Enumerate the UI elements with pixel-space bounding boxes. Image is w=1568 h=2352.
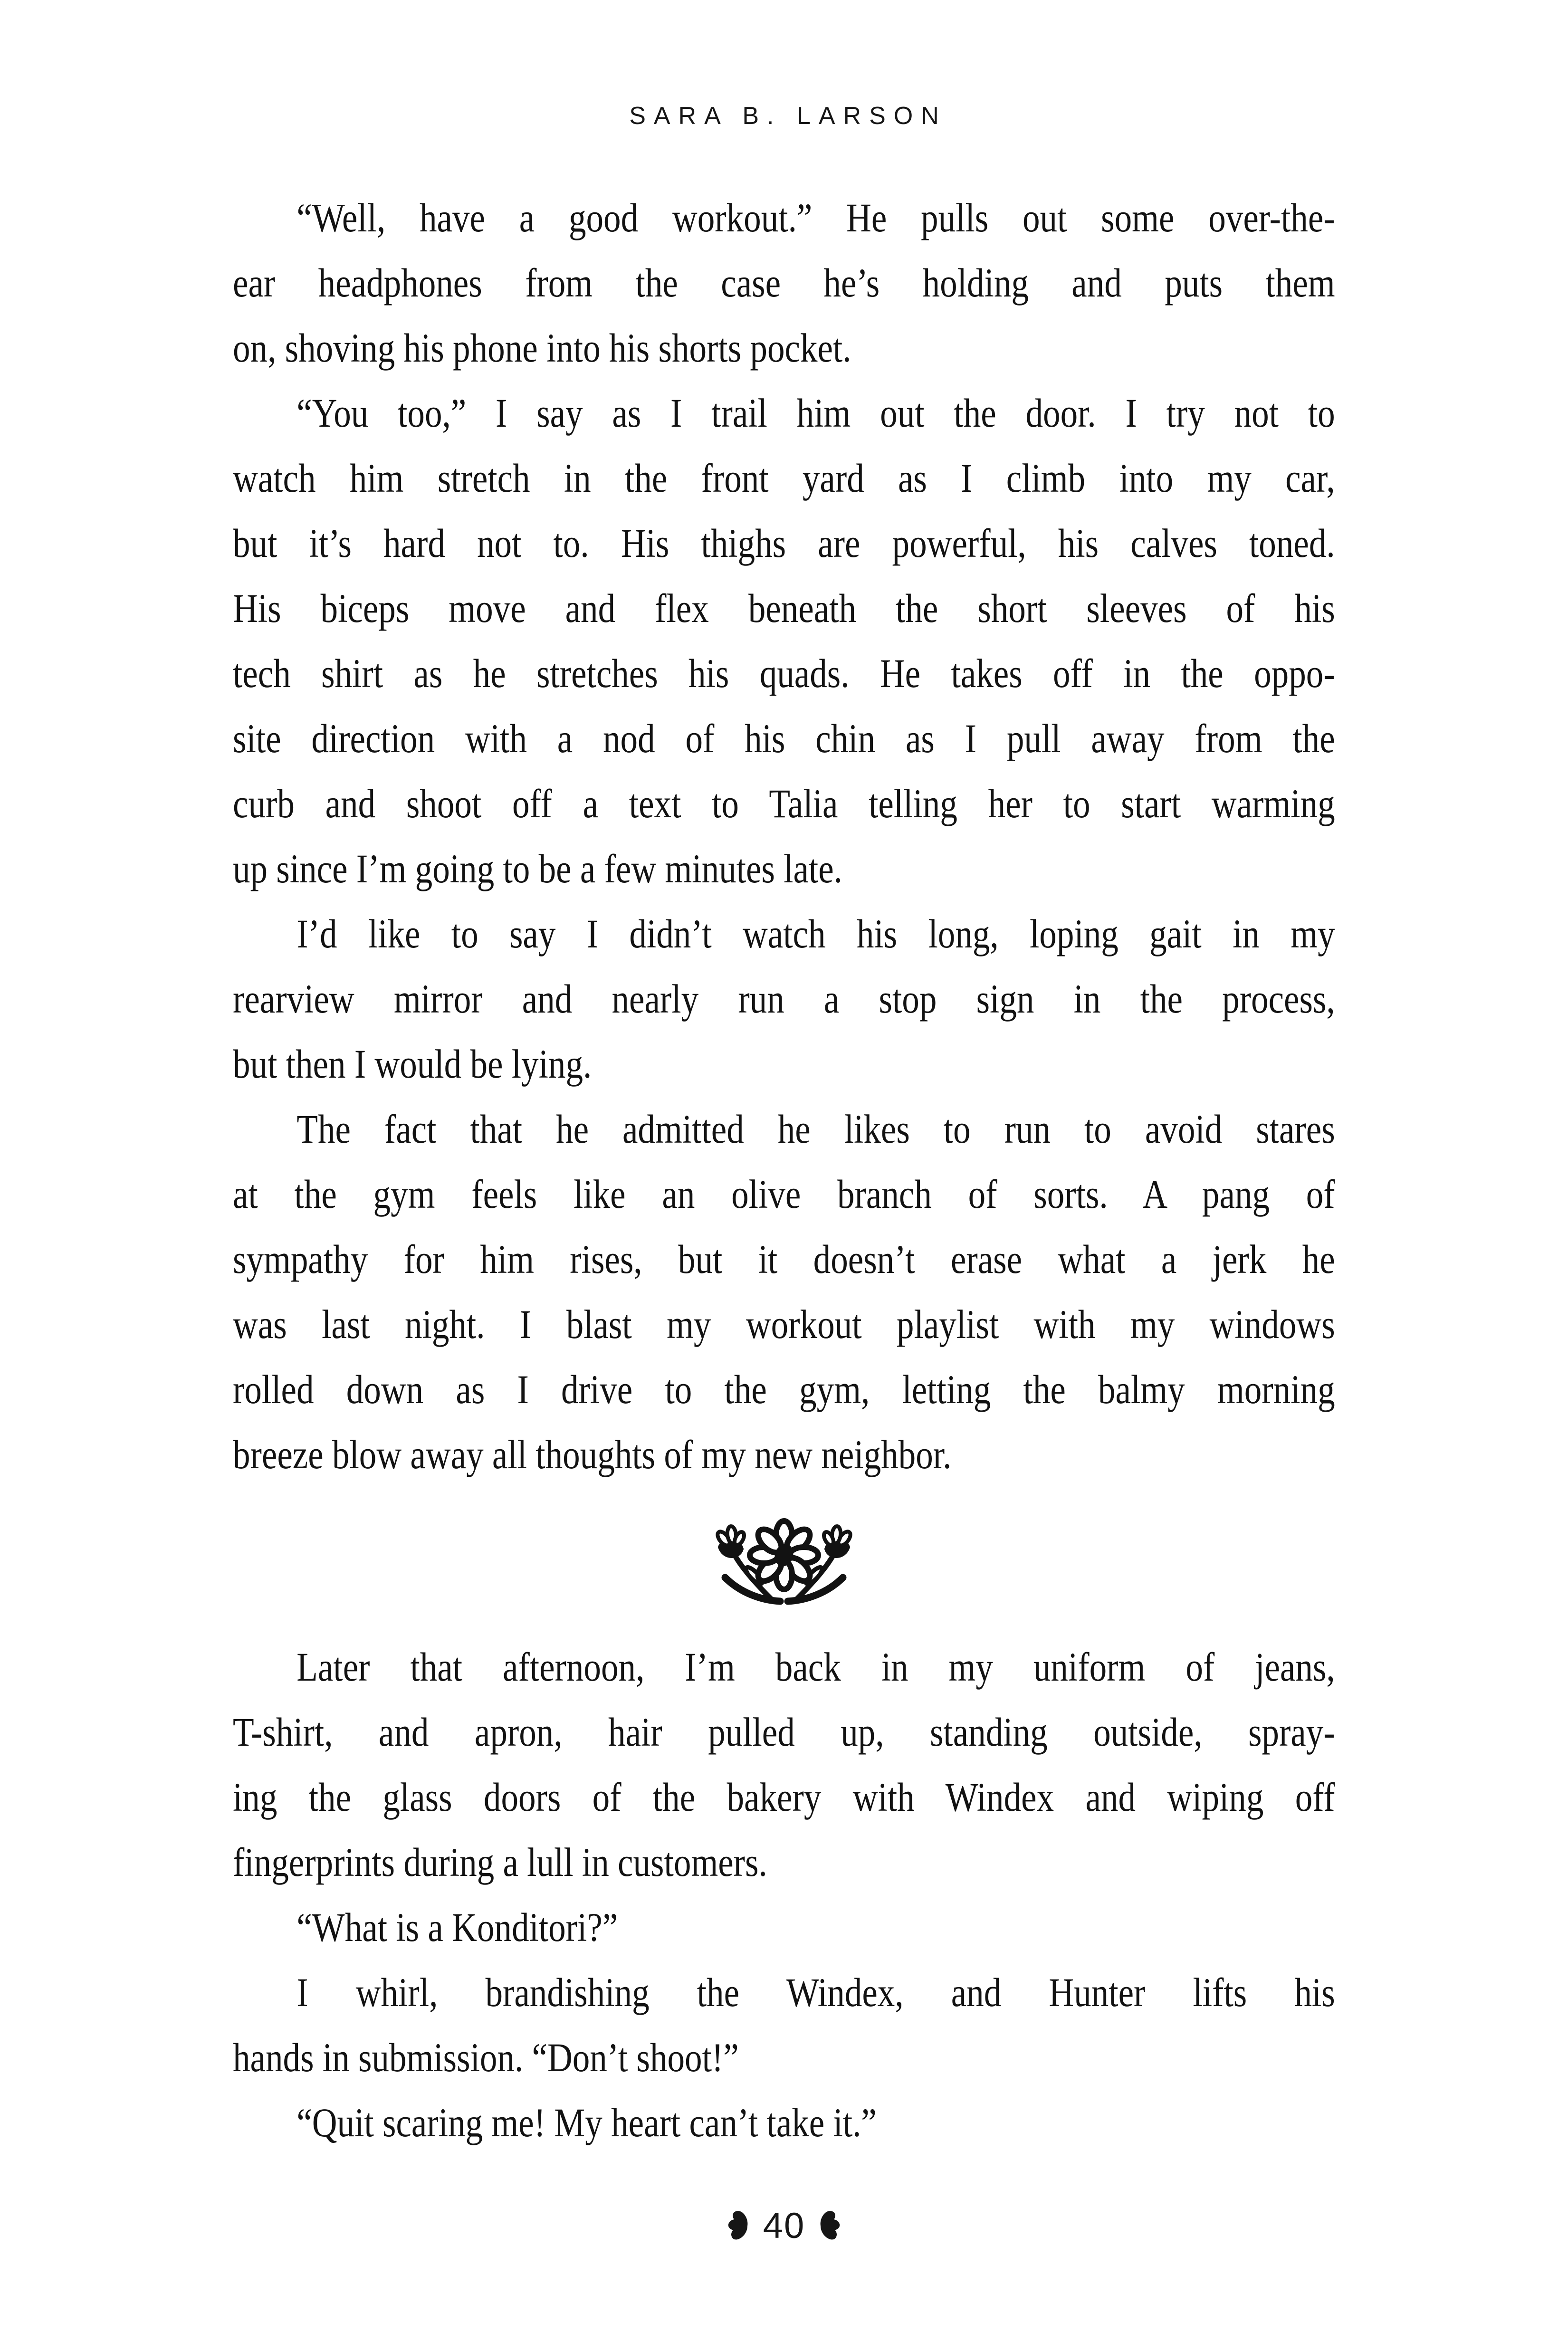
text-line: at the gym feels like an olive branch of sorts. A pang of xyxy=(233,1171,1335,1217)
text-line: but it’s hard not to. His thighs are powerful, his calves toned. xyxy=(233,520,1335,566)
text-line: sympathy for him rises, but it doesn’t erase what a jerk he xyxy=(233,1236,1335,1282)
text-line: His biceps move and flex beneath the short sleeves of his xyxy=(233,585,1335,631)
flower-divider-ornament xyxy=(708,1506,860,1616)
text-line: ing the glass doors of the bakery with Windex and wiping off xyxy=(233,1774,1335,1820)
text-line: tech shirt as he stretches his quads. He takes off in the oppo- xyxy=(233,650,1335,696)
running-header xyxy=(0,102,1568,130)
page-text-block xyxy=(233,185,1335,2155)
text-line: was last night. I blast my workout playlist with my windows xyxy=(233,1301,1335,1347)
text-line: site direction with a nod of his chin as I pull away from the xyxy=(233,716,1335,761)
text-line: rearview mirror and nearly run a stop sign in the process, xyxy=(233,976,1335,1022)
text-line: “What is a Konditori?” xyxy=(296,1904,618,1950)
text-line: rolled down as I drive to the gym, letting the balmy morning xyxy=(233,1367,1335,1412)
text-line: ear headphones from the case he’s holding and puts them xyxy=(233,260,1335,306)
fleuron-right-icon xyxy=(819,2210,842,2242)
text-line: “Quit scaring me! My heart can’t take it.” xyxy=(296,2100,877,2145)
page-footer xyxy=(0,2194,1568,2258)
text-line: “Well, have a good workout.” He pulls out some over-the- xyxy=(296,195,1335,240)
text-line: I’d like to say I didn’t watch his long, loping gait in my xyxy=(296,911,1335,956)
author-name: SARA B. LARSON xyxy=(629,102,947,130)
text-line: breeze blow away all thoughts of my new neighbor. xyxy=(233,1432,952,1477)
text-line: Later that afternoon, I’m back in my uniform of jeans, xyxy=(296,1644,1335,1690)
body-section-before-break xyxy=(233,185,1335,1487)
text-line: hands in submission. “Don’t shoot!” xyxy=(233,2035,739,2080)
fleuron-left-icon xyxy=(726,2210,749,2242)
scene-break-row xyxy=(233,1487,1335,1635)
text-line: T-shirt, and apron, hair pulled up, standing outside, spray- xyxy=(233,1709,1335,1755)
text-line: curb and shoot off a text to Talia telling her to start warming xyxy=(233,781,1335,826)
text-line: up since I’m going to be a few minutes late. xyxy=(233,846,842,891)
text-line: but then I would be lying. xyxy=(233,1041,592,1087)
page-number: 40 xyxy=(763,2206,805,2246)
text-line: watch him stretch in the front yard as I climb into my car, xyxy=(233,455,1335,501)
text-line: fingerprints during a lull in customers. xyxy=(233,1839,767,1885)
text-line: “You too,” I say as I trail him out the door. I try not to xyxy=(296,390,1335,436)
text-line: I whirl, brandishing the Windex, and Hunter lifts his xyxy=(296,1970,1335,2015)
body-section-after-break xyxy=(233,1635,1335,2155)
text-line: on, shoving his phone into his shorts pocket. xyxy=(233,325,851,371)
text-line: The fact that he admitted he likes to run to avoid stares xyxy=(296,1106,1335,1152)
